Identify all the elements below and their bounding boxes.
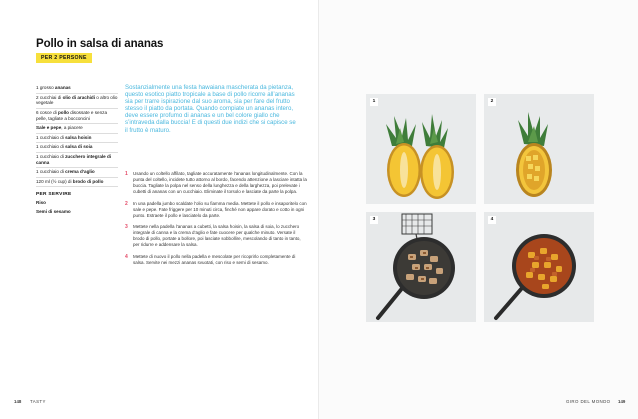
- step-text: Mettete nella padella l’ananas a cubetti, la salsa hoisin, la salsa di soia, lo zucchero integrale di canna e la crema d’aglio e fate cuocere per qualche minuto. Versate il brodo di pollo, portate a bollore, poi lasciate sobbollire, mescolando di tanto in tanto, per ridurre e addensare la salsa.: [133, 224, 301, 247]
- photo-number: 1: [370, 98, 378, 106]
- hollowed-pineapple-icon: [484, 94, 594, 204]
- halved-pineapple-icon: [366, 94, 476, 204]
- page-number-right: 149: [618, 399, 626, 404]
- step-text: In una padella jumbo scaldate l’olio su fiamma media. Mettete il pollo e insaporitelo con sale e pepe. Fate friggere per 10 minuti circa, finché non appare dorato e cotto in ogni punto. Estraete il pollo e lasciatelo da parte.: [133, 200, 307, 218]
- ingredient-item: 2 cucchiai di olio di arachidi o altro olio vegetale: [36, 94, 118, 109]
- footer-chapter-title: GIRO DEL MONDO: [566, 399, 611, 404]
- photo-number: 4: [488, 216, 496, 224]
- step-number: 3: [125, 224, 128, 230]
- step-photo-4: [484, 212, 594, 322]
- ingredient-item: 6 cosce di pollo disossate e senza pelle, tagliate a bocconcini: [36, 109, 118, 124]
- photo-number: 3: [370, 216, 378, 224]
- method-step: [125, 254, 307, 266]
- pan-pineapple-sauce-icon: [484, 212, 594, 322]
- step-number: 1: [125, 171, 128, 177]
- serve-item: Riso: [36, 200, 46, 206]
- serve-title: PER SERVIRE: [36, 192, 72, 198]
- ingredient-item: 1 cucchiaio di salsa hoisin: [36, 134, 118, 144]
- step-photo-3: [366, 212, 476, 322]
- method-step: [125, 171, 307, 195]
- recipe-title: Pollo in salsa di ananas: [36, 38, 164, 50]
- ingredient-item: 1 cucchiaio di salsa di soia: [36, 143, 118, 153]
- serves-badge: PER 2 PERSONE: [36, 53, 92, 63]
- step-text: Usando un coltello affilato, tagliate accuratamente l’ananas longitudinalmente. Con la punta del coltello, incidete tutto attorno al bordo, facendo attenzione a lasciare intatta la buccia. Tagliate la polpa nel senso della lunghezza e della larghezza, poi prelevate i cubetti di ananas con un cucchiaio. Eliminate il torsolo e lasciate da parte la polpa.: [133, 171, 307, 194]
- photo-number: 2: [488, 98, 496, 106]
- ingredient-item: 1 grosso ananas: [36, 84, 118, 94]
- step-number: 2: [125, 200, 128, 207]
- page-number-left: 148: [14, 399, 22, 404]
- recipe-intro: Sostanzialmente una festa hawaiana mascherata da pietanza, questo esotico piatto tropicale a base di pollo ricorre all’ananas sia per trarre ispirazione dal suo aroma, sia per fare del frutto stesso il piatto da portata. Quando compiate un ananas intero, deve essere profumo di ananas e un bel colore giallo che s’intraveda dalla buccia! E di questi due indizi che si capisce se il frutto è maturo.: [125, 84, 296, 134]
- step-text: Mettete di nuovo il pollo nella padella e mescolate per ricoprirlo completamente di salsa. Servite nei mezzi ananas svuotati, con riso e semi di sesamo.: [133, 253, 296, 265]
- method-step: [125, 224, 307, 248]
- ingredient-item: 120 ml (½ cup) di brodo di pollo: [36, 178, 118, 188]
- serve-item: Semi di sesamo: [36, 208, 71, 214]
- step-photo-1: [366, 94, 476, 204]
- ingredient-item: 1 cucchiaio di crema d’aglio: [36, 168, 118, 178]
- method-step: [125, 201, 307, 219]
- method-steps: [125, 171, 307, 271]
- step-number: 4: [125, 253, 128, 260]
- footer-book-title: TASTY: [30, 399, 46, 404]
- step-photo-2: [484, 94, 594, 204]
- ingredient-item: Sale e pepe, a piacere: [36, 124, 118, 134]
- ingredients-list: [36, 84, 118, 216]
- right-page: [319, 0, 638, 419]
- pan-chicken-icon: [366, 212, 476, 322]
- ingredient-item: 1 cucchiaio di zucchero integrale di canna: [36, 153, 118, 168]
